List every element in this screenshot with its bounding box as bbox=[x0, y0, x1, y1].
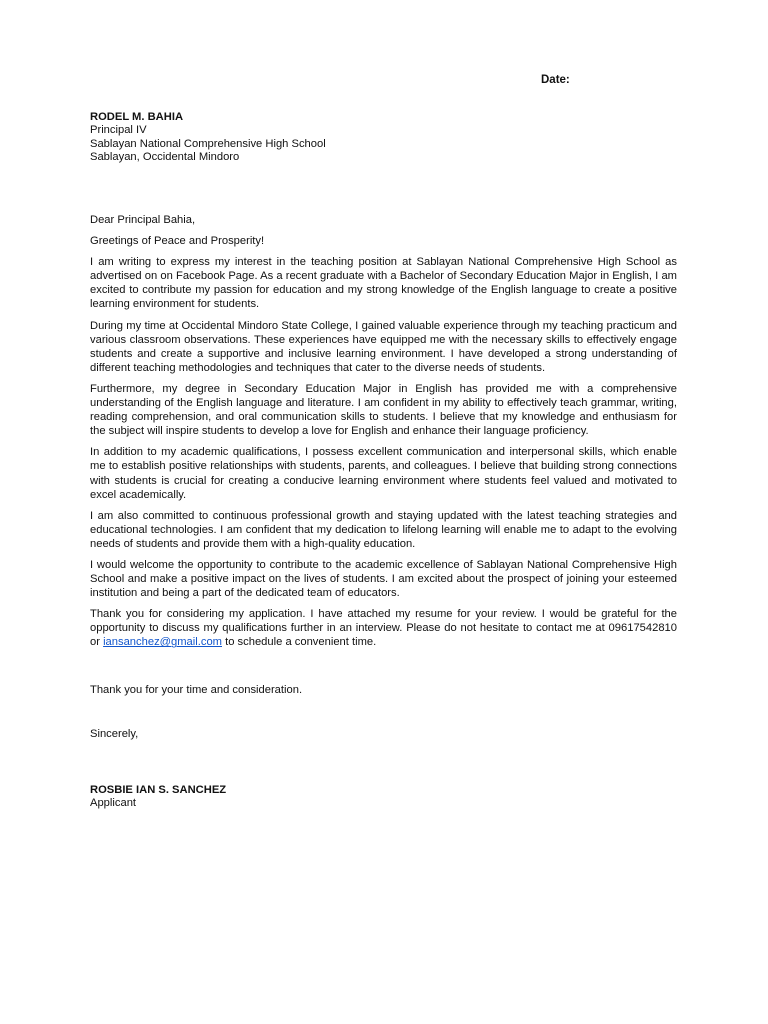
paragraph-experience: During my time at Occidental Mindoro State College, I gained valuable experience through my teaching practicum and various classroom observations. These experiences have equipped me with the necessary skills to effectively engage students and create a supportive and inclusive learning environment. I have developed a strong understanding of different teaching methodologies and techniques that cater to the diverse needs of students. bbox=[90, 319, 677, 374]
recipient-name: RODEL M. BAHIA bbox=[90, 111, 184, 123]
closing-sincerely: Sincerely, bbox=[90, 728, 139, 740]
recipient-block bbox=[90, 111, 326, 164]
closing-thanks: Thank you for your time and consideration. bbox=[90, 684, 303, 696]
contact-text-before: Thank you for considering my application. I have attached my resume for your review. I would be grateful for the opportunity to discuss my qualifications further in an interview. Please do not hesitate to contact me at 09617542810 or bbox=[90, 608, 677, 649]
recipient-school: Sablayan National Comprehensive High School bbox=[90, 137, 326, 150]
paragraph-interest: I am writing to express my interest in the teaching position at Sablayan National Comprehensive High School as advertised on on Facebook Page. As a recent graduate with a Bachelor of Secondary Education Major in English, I am excited to contribute my passion for education and my strong knowledge of the English language to create a positive learning environment for students. bbox=[90, 256, 677, 311]
paragraph-contact bbox=[90, 607, 677, 649]
signature-name: ROSBIE IAN S. SANCHEZ bbox=[90, 784, 227, 796]
paragraph-growth: I am also committed to continuous professional growth and staying updated with the latest teaching strategies and educational technologies. I am confident that my dedication to lifelong learning will enable me to adapt to the evolving needs of students and provide them with a high-quality education. bbox=[90, 509, 677, 550]
greeting: Greetings of Peace and Prosperity! bbox=[90, 235, 265, 248]
signature-block bbox=[90, 784, 226, 810]
paragraph-skills: In addition to my academic qualifications, I possess excellent communication and interpersonal skills, which enable me to establish positive relationships with students, parents, and colleagues. I believe that building strong connections with students is crucial for creating a conducive learning environment where students feel valued and motivated to excel academically. bbox=[90, 446, 677, 501]
recipient-address: Sablayan, Occidental Mindoro bbox=[90, 150, 240, 163]
salutation: Dear Principal Bahia, bbox=[90, 214, 196, 226]
email-link[interactable]: iansanchez@gmail.com bbox=[103, 636, 222, 649]
contact-text-after: to schedule a convenient time. bbox=[222, 636, 377, 649]
paragraph-degree: Furthermore, my degree in Secondary Education Major in English has provided me with a comprehensive understanding of the English language and literature. I am confident in my ability to effectively teach grammar, writing, reading comprehension, and oral communication skills to students. I believe that my knowledge and enthusiasm for the subject will inspire students to develop a love for English and enhance their language proficiency. bbox=[90, 382, 677, 438]
letter-body bbox=[90, 213, 677, 657]
signature-role: Applicant bbox=[90, 797, 137, 809]
paragraph-opportunity: I would welcome the opportunity to contribute to the academic excellence of Sablayan National Comprehensive High School and make a positive impact on the lives of students. I am excited about the prospect of joining your esteemed institution and being a part of the dedicated team of educators. bbox=[90, 558, 677, 600]
date-label: Date: bbox=[541, 74, 570, 86]
recipient-title: Principal IV bbox=[90, 124, 147, 137]
